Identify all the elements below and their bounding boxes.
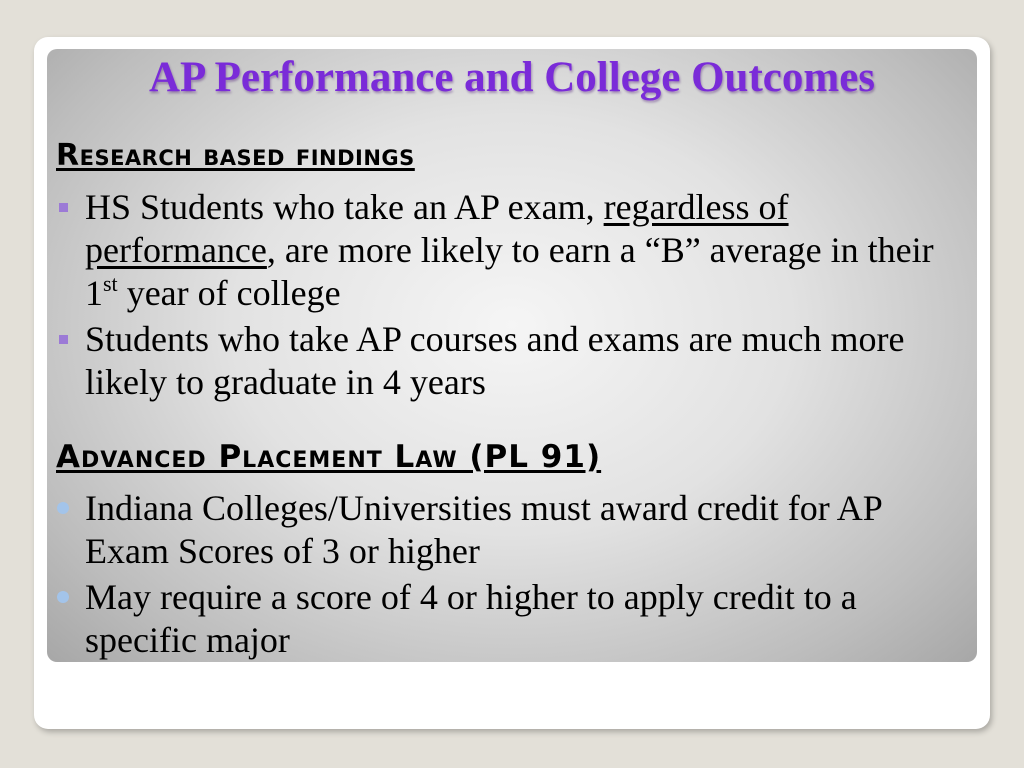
bullet-text-part: , are more likely to earn a “B” average in their 1 bbox=[85, 230, 934, 313]
list-item bbox=[56, 318, 971, 404]
square-bullet-icon bbox=[59, 335, 68, 344]
section-heading-research: Research based findings bbox=[56, 138, 415, 173]
section-heading-ap-law: Advanced Placement Law (PL 91) bbox=[56, 439, 602, 475]
list-item bbox=[56, 186, 971, 315]
bullet-text: Students who take AP courses and exams are much more likely to graduate in 4 years bbox=[85, 319, 905, 402]
list-item bbox=[56, 487, 971, 573]
bullet-text-part: HS Students who take an AP exam, bbox=[85, 187, 604, 227]
square-bullet-icon bbox=[59, 203, 68, 212]
bullet-text-part: year of college bbox=[117, 273, 341, 313]
list-item bbox=[56, 576, 971, 662]
bullet-text: May require a score of 4 or higher to apply credit to a specific major bbox=[85, 577, 857, 660]
research-findings-list bbox=[56, 186, 971, 407]
bullet-text: Indiana Colleges/Universities must award credit for AP Exam Scores of 3 or higher bbox=[85, 488, 882, 571]
round-bullet-icon bbox=[57, 502, 69, 514]
ap-law-list bbox=[56, 487, 971, 665]
ordinal-superscript: st bbox=[103, 271, 118, 296]
slide-title: AP Performance and College Outcomes bbox=[148, 54, 876, 101]
underlined-phrase: regardless of performance bbox=[85, 187, 789, 270]
round-bullet-icon bbox=[57, 591, 69, 603]
